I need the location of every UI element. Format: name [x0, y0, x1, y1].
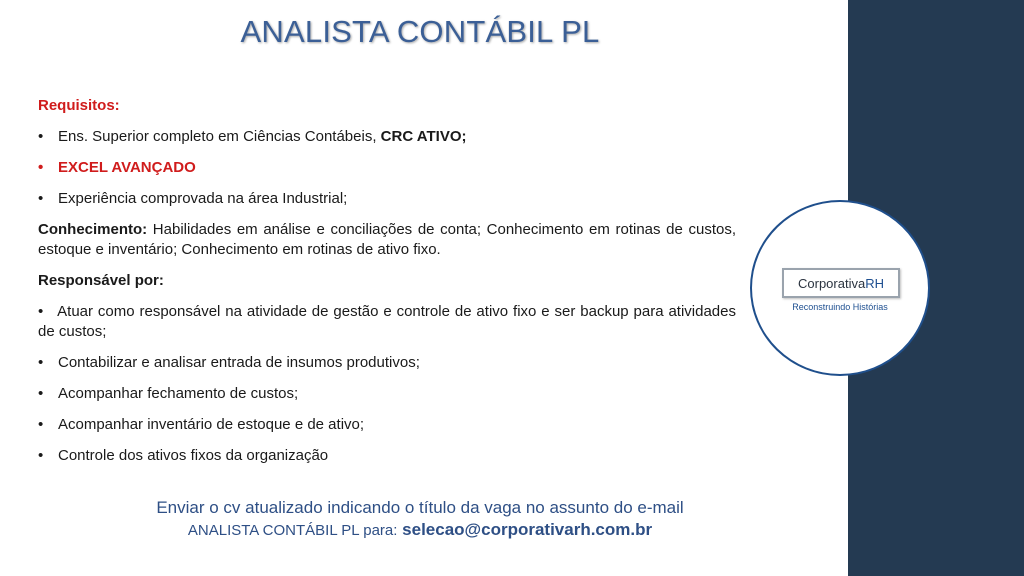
- bullet-icon: •: [38, 447, 44, 464]
- responsavel-item: [38, 446, 736, 466]
- job-description: [38, 96, 736, 466]
- contact-email: selecao@corporativarh.com.br: [402, 520, 653, 539]
- responsavel-text: Controle dos ativos fixos da organização: [58, 447, 329, 464]
- requisito-text: EXCEL AVANÇADO: [58, 159, 196, 176]
- bullet-icon: •: [38, 303, 44, 320]
- logo-name-part1: Corporativa: [798, 275, 866, 291]
- bullet-icon: •: [38, 354, 44, 371]
- company-logo-badge: [750, 200, 930, 376]
- bullet-icon: •: [38, 128, 44, 145]
- responsavel-item: [38, 302, 736, 342]
- conhecimento-label: Conhecimento:: [38, 221, 148, 238]
- requisito-item: [38, 158, 736, 178]
- responsavel-item: [38, 415, 736, 435]
- conhecimento-text: Habilidades em análise e conciliações de conta; Conhecimento em rotinas de custos, estoque e inventário; Conhecimento em rotinas de ativo fixo.: [38, 221, 736, 258]
- logo-name-part2: RH: [865, 275, 884, 291]
- bullet-icon: •: [38, 385, 44, 402]
- bullet-icon: •: [38, 159, 44, 176]
- requisito-text: Experiência comprovada na área Industrial;: [58, 190, 348, 207]
- responsavel-text: Atuar como responsável na atividade de gestão e controle de ativo fixo e ser backup para atividades de custos;: [38, 303, 736, 340]
- requisito-bold-text: CRC ATIVO;: [380, 128, 467, 145]
- application-instructions: [0, 497, 840, 542]
- responsavel-item: [38, 384, 736, 404]
- logo-tagline: Reconstruindo Histórias: [792, 302, 888, 312]
- requisito-item: [38, 127, 736, 147]
- requisito-text: Ens. Superior completo em Ciências Contábeis,: [58, 128, 381, 145]
- page-title: ANALISTA CONTÁBIL PL: [240, 14, 600, 49]
- footer-line-1: Enviar o cv atualizado indicando o título da vaga no assunto do e-mail: [156, 498, 684, 517]
- responsavel-text: Acompanhar fechamento de custos;: [58, 385, 299, 402]
- bullet-icon: •: [38, 416, 44, 433]
- responsavel-text: Acompanhar inventário de estoque e de ativo;: [58, 416, 365, 433]
- requisito-item: [38, 189, 736, 209]
- company-logo: [782, 268, 900, 298]
- responsavel-item: [38, 353, 736, 373]
- bullet-icon: •: [38, 190, 44, 207]
- footer-line-2-prefix: ANALISTA CONTÁBIL PL para:: [187, 522, 398, 539]
- conhecimento-paragraph: [38, 220, 736, 260]
- responsavel-heading: Responsável por:: [38, 272, 164, 289]
- requisitos-heading: Requisitos:: [38, 97, 120, 114]
- responsavel-text: Contabilizar e analisar entrada de insumos produtivos;: [58, 354, 420, 371]
